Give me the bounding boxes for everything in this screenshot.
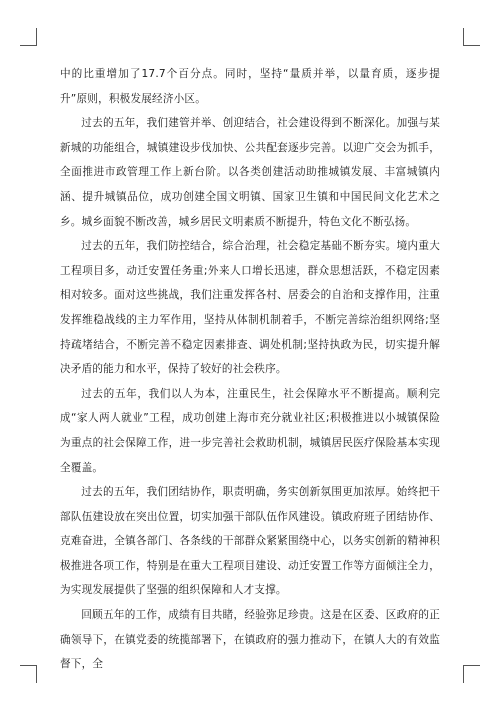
paragraph-social-construction: 过去的五年，我们建管并举、创迎结合，社会建设得到不断深化。加强与某新城的功能组合，城镇建设步伐加快、公共配套逐步完善。以迎广交会为抓手，全面推进市政管理工作上新台阶。以各类创建活动助推城镇发展、丰富城镇内涵、提升城镇品位，成功创建全国文明镇、国家卫生镇和中国民间文化艺术之乡。城乡面貌不断改善，城乡居民文明素质不断提升，特色文化不断弘扬。 bbox=[60, 117, 440, 228]
crop-mark-top-right-h bbox=[463, 45, 480, 46]
crop-mark-bottom-left-v bbox=[36, 665, 37, 683]
crop-mark-top-left-h bbox=[20, 45, 37, 46]
paragraph-team-work: 过去的五年，我们团结协作，职责明确，务实创新氛围更加浓厚。始终把干部队伍建设放在突出位置，切实加强干部队伍作风建设。镇政府班子团结协作、克难奋进，全镇各部门、各条线的干部群众紧紧围绕中心，以务实创新的精神积极推进各项工作，特别是在重大工程项目建设、动迁安置工作等方面倾注全力，为实现发展提供了坚强的组织保障和人才支撑。 bbox=[60, 486, 440, 597]
crop-mark-bottom-left-h bbox=[20, 665, 37, 666]
paragraph-review: 回顾五年的工作，成绩有目共睹，经验弥足珍贵。这是在区委、区政府的正确领导下，在镇党委的统揽部署下，在镇政府的强力推动下，在镇人大的有效监督下，全 bbox=[60, 609, 440, 671]
document-body bbox=[60, 62, 440, 677]
crop-mark-top-left-v bbox=[36, 28, 37, 46]
crop-mark-top-right-v bbox=[463, 28, 464, 46]
paragraph-social-security: 过去的五年，我们以人为本，注重民生，社会保障水平不断提高。顺利完成“家人两人就业”工程，成功创建上海市充分就业社区;积极推进以小城镇保险为重点的社会保障工作，进一步完善社会救助机制，城镇居民医疗保险基本实现全覆盖。 bbox=[60, 387, 440, 474]
paragraph-social-stability: 过去的五年，我们防控结合，综合治理，社会稳定基础不断夯实。境内重大工程项目多，动迁安置任务重;外来人口增长迅速，群众思想活跃，不稳定因素相对较多。面对这些挑战，我们注重发挥各村、居委会的自治和支撑作用，注重发挥维稳战线的主力军作用，坚持从体制机制着手，不断完善综治组织网络;坚持疏堵结合，不断完善不稳定因素排查、调处机制;坚持执政为民，切实提升解决矛盾的能力和水平，保持了较好的社会秩序。 bbox=[60, 240, 440, 376]
paragraph-continuation: 中的比重增加了17.7个百分点。同时，坚持“量质并举，以量育质，逐步提升”原则，积极发展经济小区。 bbox=[60, 68, 440, 105]
crop-mark-bottom-right-v bbox=[463, 665, 464, 683]
crop-mark-bottom-right-h bbox=[463, 665, 480, 666]
